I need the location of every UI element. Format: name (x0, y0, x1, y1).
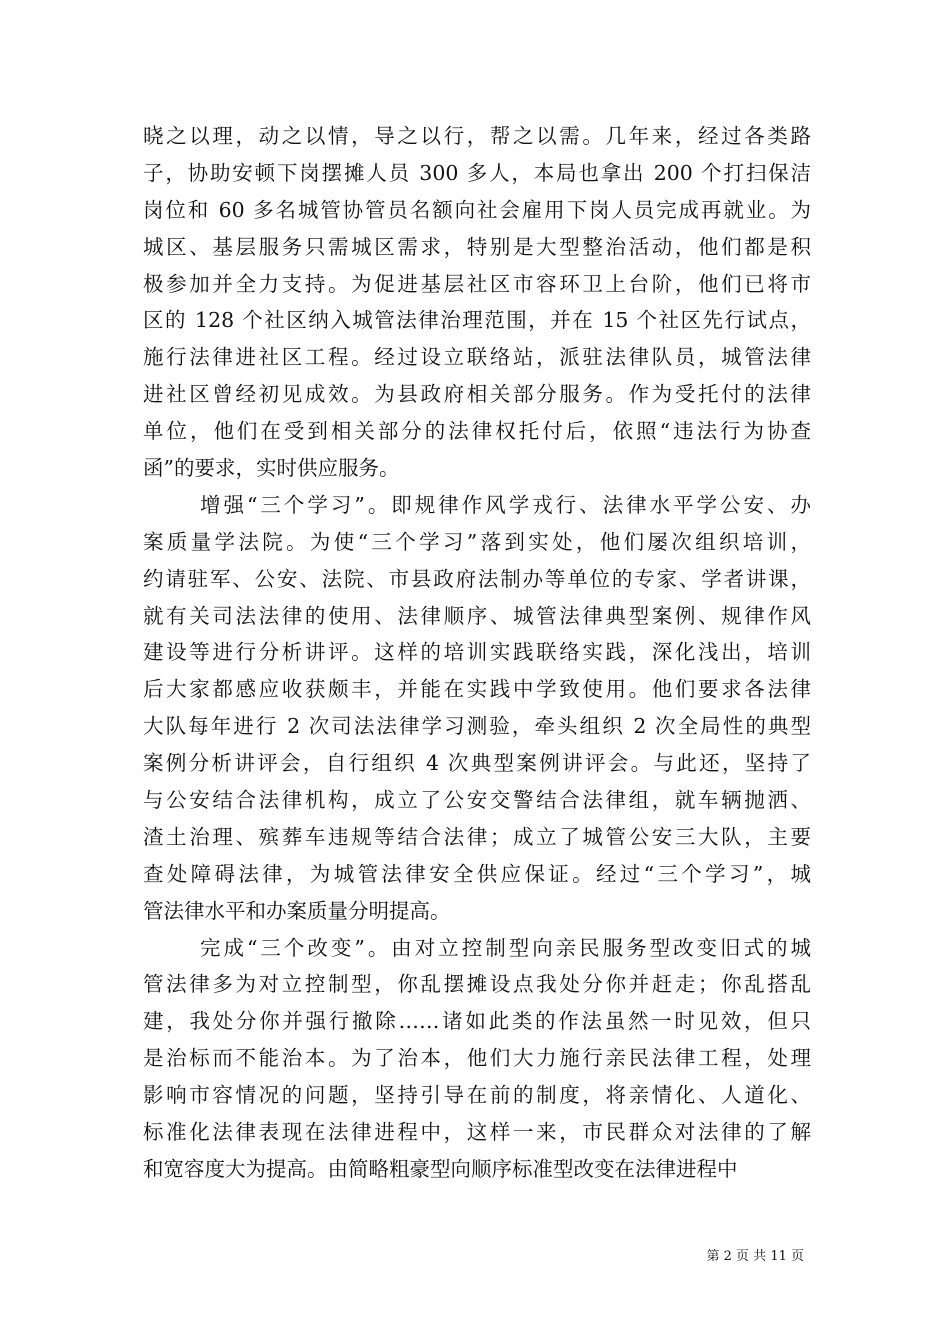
paragraph (143, 930, 811, 1188)
text-line: 渣土治理、殡葬车违规等结合法律；成立了城管公安三大队，主要 (143, 824, 811, 849)
text-line: 管法律水平和办案质量分明提高。 (143, 898, 451, 923)
text-line: 子，协助安顿下岗摆摊人员 300 多人，本局也拿出 200 个打扫保洁 (143, 160, 811, 185)
text-line: 大队每年进行 2 次司法法律学习测验，牵头组织 2 次全局性的典型 (143, 714, 811, 739)
text-line: 和宽容度大为提高。由简略粗豪型向顺序标准型改变在法律进程中 (143, 1156, 738, 1181)
text-line: 进社区曾经初见成效。为县政府相关部分服务。作为受托付的法律 (143, 382, 811, 407)
text-line: 区的 128 个社区纳入城管法律治理范围，并在 15 个社区先行试点， (143, 308, 811, 333)
text-line: 增强“三个学习”。即规律作风学戎行、法律水平学公安、办 (200, 492, 811, 517)
text-line: 是治标而不能治本。为了治本，他们大力施行亲民法律工程，处理 (143, 1046, 811, 1071)
text-line: 极参加并全力支持。为促进基层社区市容环卫上台阶，他们已将市 (143, 271, 811, 296)
text-line: 建，我处分你并强行撤除……诸如此类的作法虽然一时见效，但只 (143, 1009, 811, 1034)
text-line: 标准化法律表现在法律进程中，这样一来，市民群众对法律的了解 (143, 1120, 811, 1145)
text-line: 查处障碍法律，为城管法律安全供应保证。经过“三个学习”，城 (143, 861, 811, 886)
text-line: 完成“三个改变”。由对立控制型向亲民服务型改变旧式的城 (200, 935, 811, 960)
paragraph (143, 487, 811, 930)
text-line: 晓之以理，动之以情，导之以行，帮之以需。几年来，经过各类路 (143, 124, 811, 148)
text-line: 案质量学法院。为使“三个学习”落到实处，他们屡次组织培训， (143, 529, 811, 554)
text-line: 影响市容情况的问题，坚持引导在前的制度，将亲情化、人道化、 (143, 1083, 811, 1108)
text-line: 约请驻军、公安、法院、市县政府法制办等单位的专家、学者讲课， (143, 566, 811, 591)
text-line: 岗位和 60 多名城管协管员名额向社会雇用下岗人员完成再就业。为 (143, 197, 811, 222)
text-line: 后大家都感应收获颇丰，并能在实践中学致使用。他们要求各法律 (143, 677, 811, 702)
text-line: 施行法律进社区工程。经过设立联络站，派驻法律队员，城管法律 (143, 345, 811, 370)
text-line: 与公安结合法律机构，成立了公安交警结合法律组，就车辆抛洒、 (143, 788, 811, 813)
text-line: 建设等进行分析讲评。这样的培训实践联络实践，深化浅出，培训 (143, 640, 811, 665)
text-line: 案例分析讲评会，自行组织 4 次典型案例讲评会。与此还，坚持了 (143, 751, 811, 776)
text-line: 单位，他们在受到相关部分的法律权托付后，依照“违法行为协查 (143, 419, 811, 444)
paragraph (143, 118, 811, 487)
text-line: 就有关司法法律的使用、法律顺序、城管法律典型案例、规律作风 (143, 603, 811, 628)
text-line: 函”的要求，实时供应服务。 (143, 456, 400, 481)
text-line: 管法律多为对立控制型，你乱摆摊设点我处分你并赶走；你乱搭乱 (143, 972, 811, 997)
page-number: 第 2 页 共 11 页 (706, 1249, 804, 1264)
document-body (143, 118, 811, 1188)
text-line: 城区、基层服务只需城区需求，特别是大型整治活动，他们都是积 (143, 234, 811, 259)
